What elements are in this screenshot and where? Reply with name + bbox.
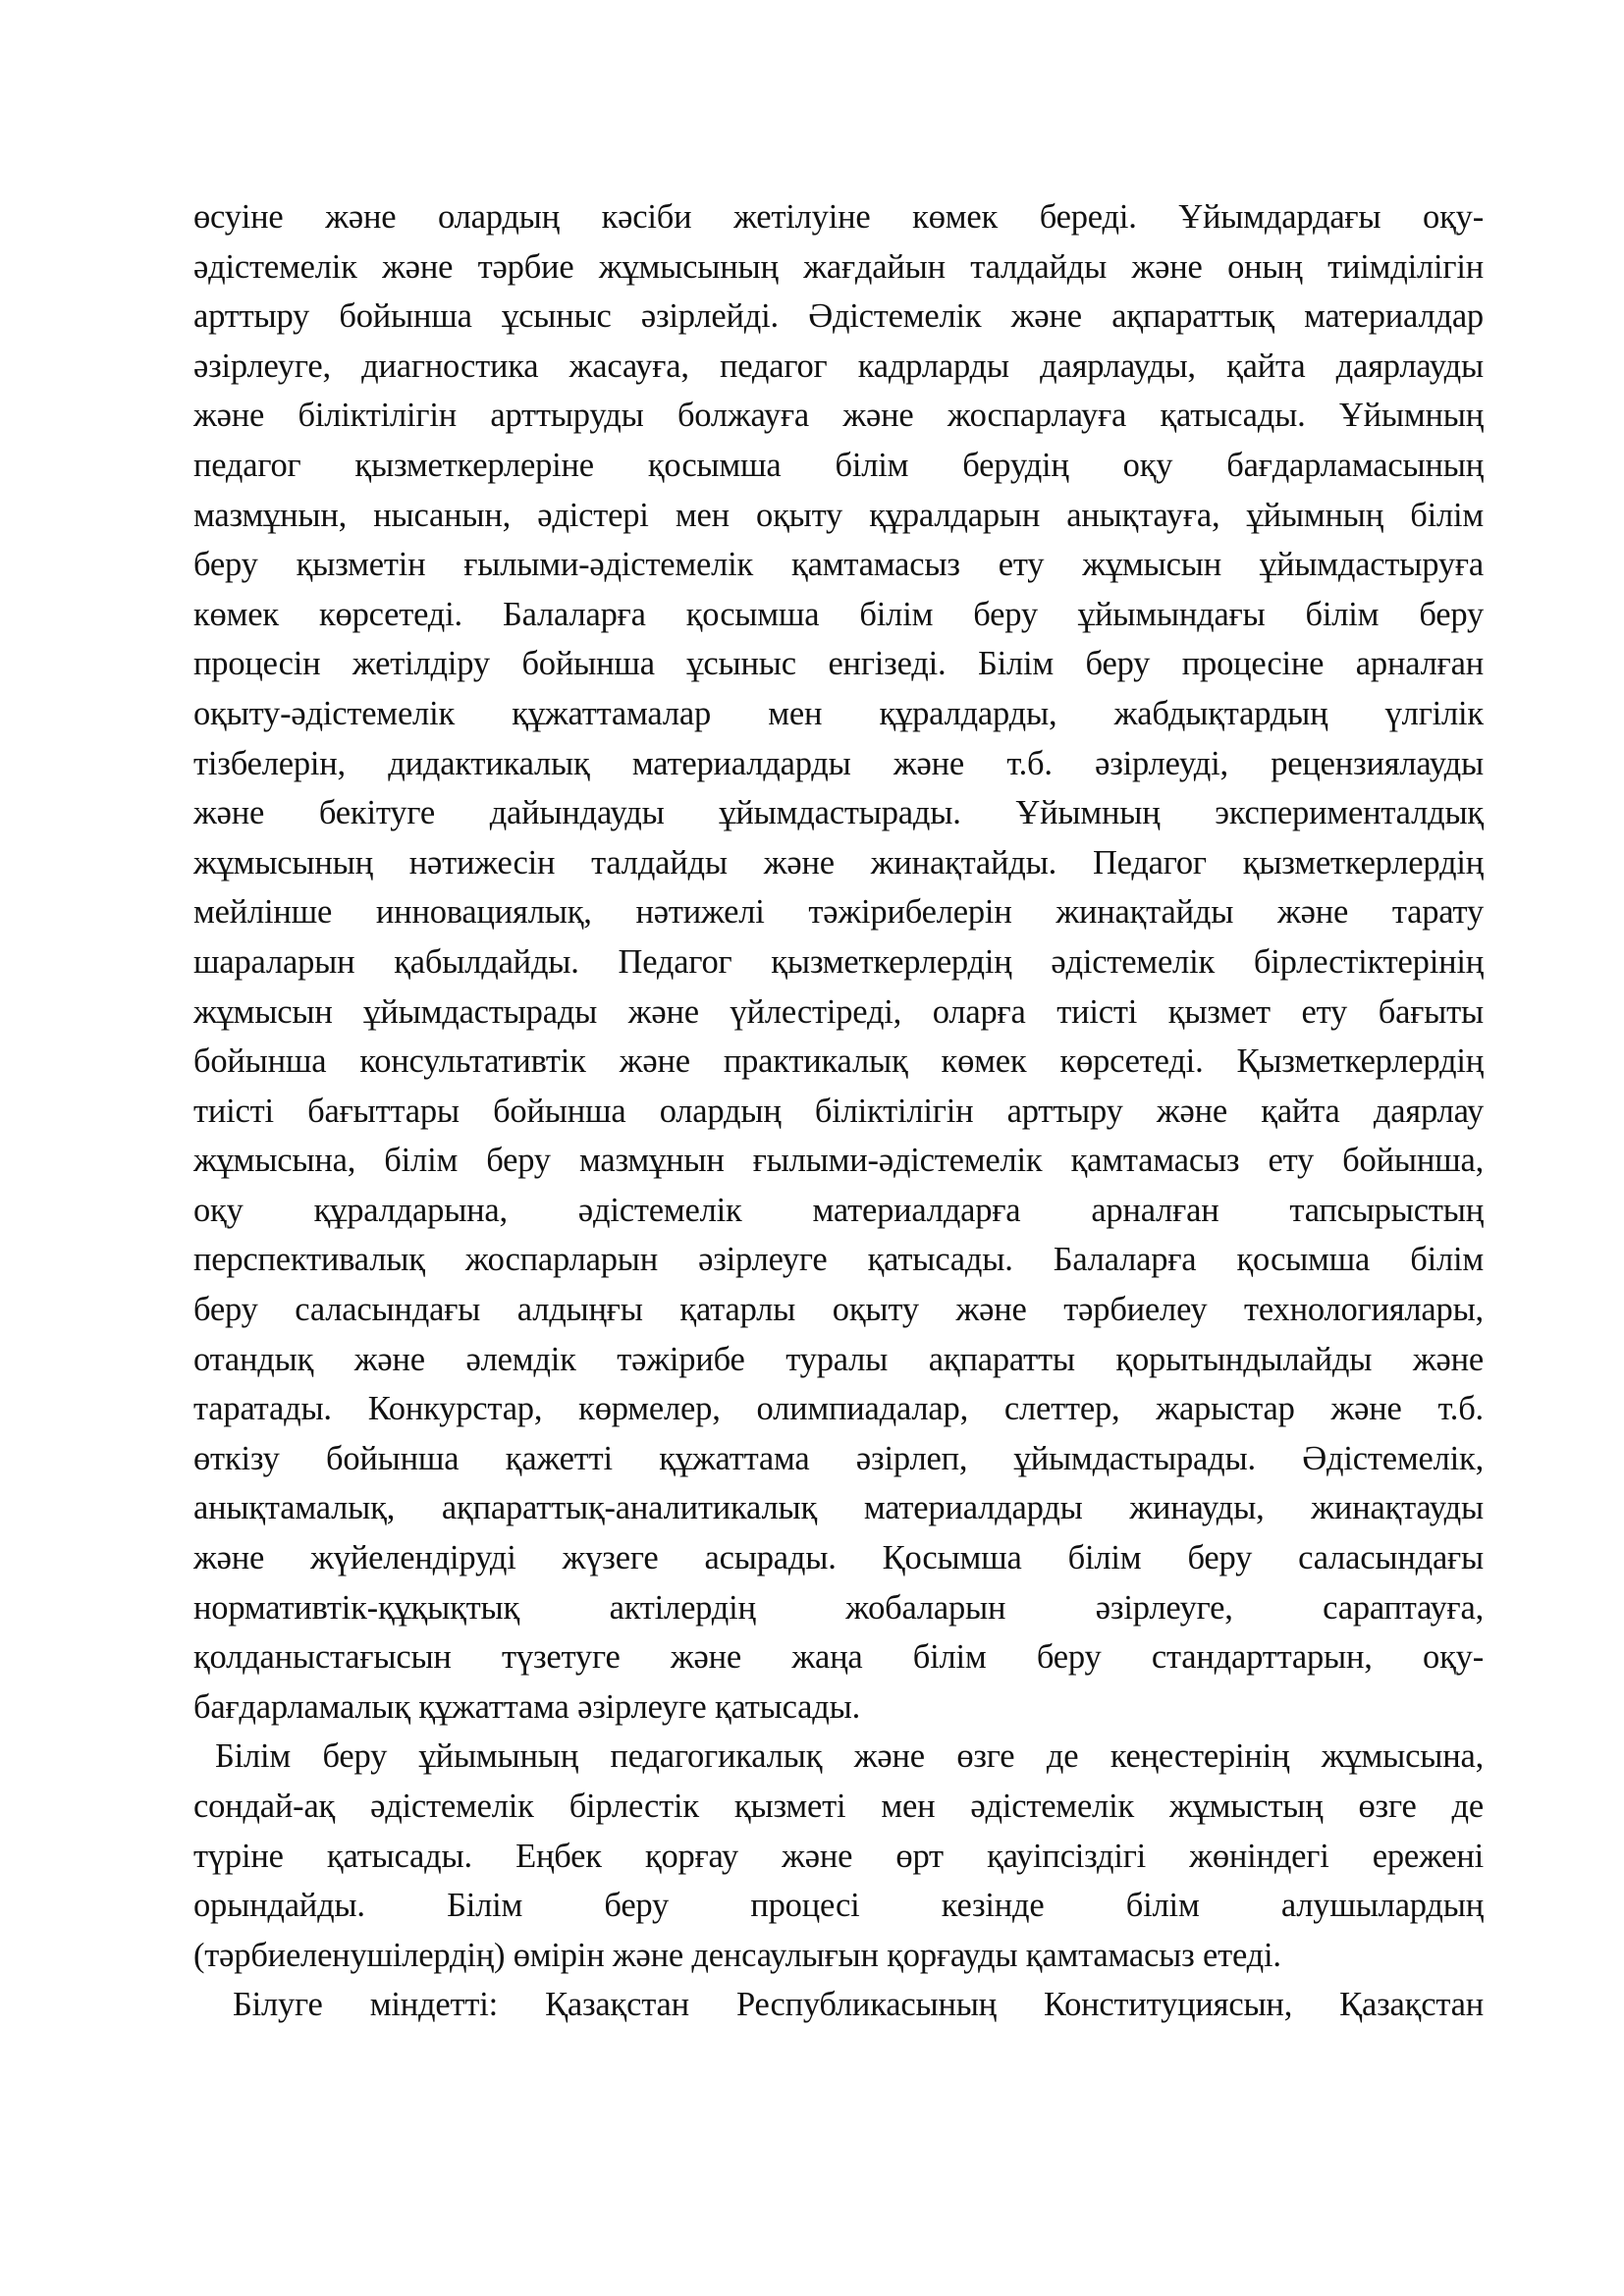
text-line: отандық және әлемдік тәжірибе туралы ақпаратты қорытындылайды және (193, 1340, 1484, 1378)
text-line: процесін жетілдіру бойынша ұсыныс енгізеді. Білім беру процесіне арналған (193, 645, 1484, 683)
text-line: беру қызметін ғылыми-әдістемелік қамтамасыз ету жұмысын ұйымдастыруға (193, 546, 1484, 584)
text-line: және бекітуге дайындауды ұйымдастырады. Ұйымның эксперименталдық (193, 794, 1484, 832)
text-line: түріне қатысады. Еңбек қорғау және өрт қауіпсіздігі жөніндегі ережені (193, 1837, 1484, 1875)
text-line: шараларын қабылдайды. Педагог қызметкерлердің әдістемелік бірлестіктерінің (193, 942, 1484, 981)
text-line: қолданыстағысын түзетуге және жаңа білім беру стандарттарын, оқу- (193, 1638, 1484, 1677)
text-line: жұмысын ұйымдастырады және үйлестіреді, оларға тиісті қызмет ету бағыты (193, 992, 1484, 1031)
text-line: беру саласындағы алдыңғы қатарлы оқыту және тәрбиелеу технологиялары, (193, 1291, 1484, 1329)
text-line: Білім беру ұйымының педагогикалық және өзге де кеңестерінің жұмысына, (215, 1737, 1484, 1776)
paragraph-participation-safety (193, 1732, 1484, 1980)
text-line: перспективалық жоспарларын әзірлеуге қатысады. Балаларға қосымша білім (193, 1241, 1484, 1279)
text-line: Білуге міндетті: Қазақстан Республикасының Конституциясын, Қазақстан (233, 1986, 1484, 2024)
text-line: бағдарламалық құжаттама әзірлеуге қатысады. (193, 1687, 861, 1726)
text-line: мазмұнын, нысанын, әдістері мен оқыту құралдарын анықтауға, ұйымның білім (193, 496, 1484, 534)
text-line: жұмысына, білім беру мазмұнын ғылыми-әдістемелік қамтамасыз ету бойынша, (193, 1142, 1484, 1180)
text-line: бойынша консультативтік және практикалық көмек көрсетеді. Қызметкерлердің (193, 1042, 1484, 1081)
text-line: анықтамалық, ақпараттық-аналитикалық материалдарды жинауды, жинақтауды (193, 1489, 1484, 1527)
text-line: және біліктілігін арттыруды болжауға және жоспарлауға қатысады. Ұйымның (193, 397, 1484, 435)
text-line: өсуіне және олардың кәсіби жетілуіне көмек береді. Ұйымдардағы оқу- (193, 198, 1484, 236)
text-line: таратады. Конкурстар, көрмелер, олимпиадалар, слеттер, жарыстар және т.б. (193, 1390, 1484, 1428)
text-line: оқу құралдарына, әдістемелік материалдарға арналған тапсырыстың (193, 1191, 1484, 1229)
text-line: жұмысының нәтижесін талдайды және жинақтайды. Педагог қызметкерлердің (193, 843, 1484, 881)
paragraph-methodologist-duties (193, 192, 1484, 1732)
paragraph-required-knowledge (193, 1980, 1484, 2030)
text-line: нормативтік-құқықтық актілердің жобаларын әзірлеуге, сараптауға, (193, 1588, 1484, 1627)
text-line: әзірлеуге, диагностика жасауға, педагог кадрларды даярлауды, қайта даярлауды (193, 347, 1484, 385)
text-line: көмек көрсетеді. Балаларға қосымша білім беру ұйымындағы білім беру (193, 595, 1484, 633)
text-line: педагог қызметкерлеріне қосымша білім берудің оқу бағдарламасының (193, 446, 1484, 484)
text-line: өткізу бойынша қажетті құжаттама әзірлеп, ұйымдастырады. Әдістемелік, (193, 1439, 1484, 1477)
text-line: және жүйелендіруді жүзеге асырады. Қосымша білім беру саласындағы (193, 1539, 1484, 1577)
text-line: арттыру бойынша ұсыныс әзірлейді. Әдістемелік және ақпараттық материалдар (193, 297, 1484, 336)
text-line: сондай-ақ әдістемелік бірлестік қызметі мен әдістемелік жұмыстың өзге де (193, 1788, 1484, 1825)
document-page (193, 192, 1484, 2030)
text-line: тиісті бағыттары бойынша олардың біліктілігін арттыру және қайта даярлау (193, 1092, 1484, 1130)
text-line: әдістемелік және тәрбие жұмысының жағдайын талдайды және оның тиімділігін (193, 247, 1484, 286)
text-line: оқыту-әдістемелік құжаттамалар мен құралдарды, жабдықтардың үлгілік (193, 694, 1484, 732)
text-line: мейлінше инновациялық, нәтижелі тәжірибелерін жинақтайды және тарату (193, 893, 1484, 932)
text-line: орындайды. Білім беру процесі кезінде білім алушылардың (193, 1887, 1484, 1925)
text-line: тізбелерін, дидактикалық материалдарды және т.б. әзірлеуді, рецензиялауды (193, 744, 1484, 782)
text-line: (тәрбиеленушілердің) өмірін және денсаулығын қорғауды қамтамасыз етеді. (193, 1936, 1281, 1974)
